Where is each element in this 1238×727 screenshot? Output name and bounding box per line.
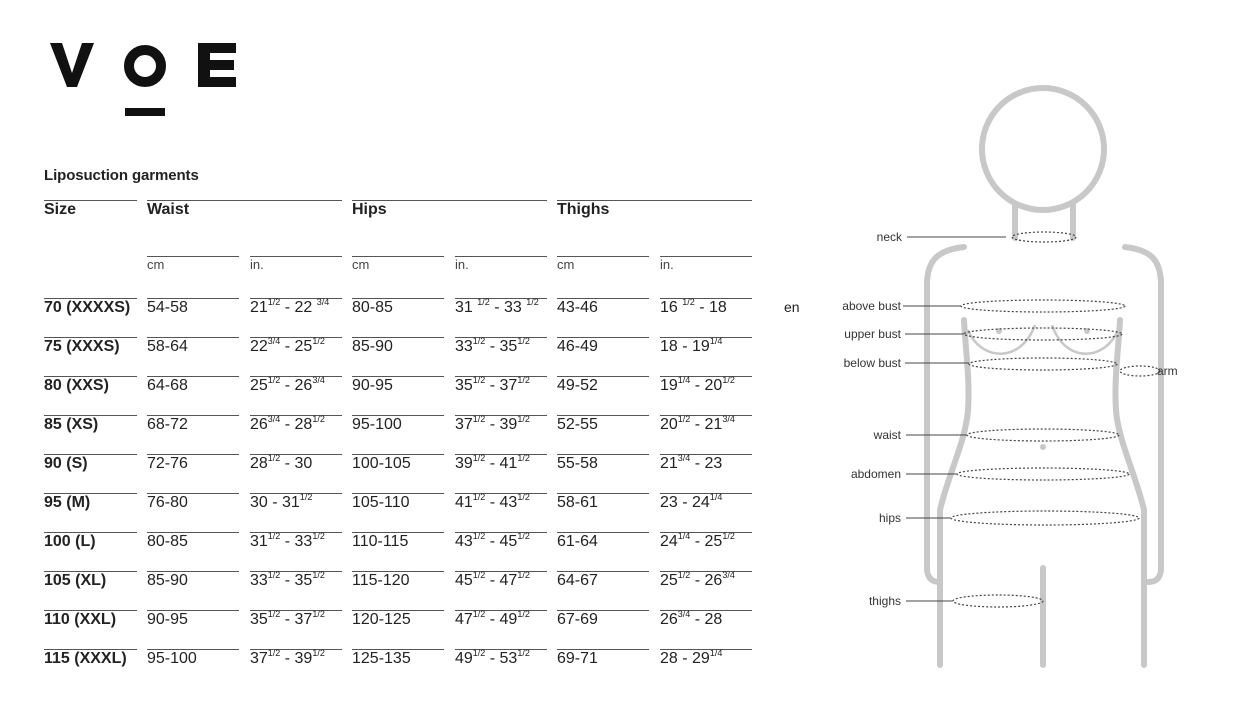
waist-in-cell bbox=[250, 376, 342, 415]
table-row bbox=[44, 454, 752, 493]
hips-cm-cell: 95-100 bbox=[352, 415, 444, 454]
value-part: 25 bbox=[250, 377, 268, 394]
fraction-part: 3/4 bbox=[722, 570, 735, 580]
section-title: Liposuction garments bbox=[44, 167, 199, 184]
value-part: 20 bbox=[660, 416, 678, 433]
fraction-part: 1/2 bbox=[267, 297, 281, 307]
waist-in-cell bbox=[250, 571, 342, 610]
thighs-cm-cell: 49-52 bbox=[557, 376, 649, 415]
size-header: Size bbox=[44, 200, 137, 256]
value-part: - 30 bbox=[280, 455, 313, 472]
logo-letter-o bbox=[129, 50, 161, 82]
label-below-bust: below bust bbox=[843, 356, 901, 370]
hips-cm-cell: 120-125 bbox=[352, 610, 444, 649]
value-part: - 20 bbox=[690, 377, 723, 394]
table-row bbox=[44, 571, 752, 610]
thighs-in-cell bbox=[660, 649, 752, 688]
value-part: 28 - 29 bbox=[660, 650, 710, 667]
size-cell: 80 (XXS) bbox=[44, 376, 137, 415]
fraction-part: 1/2 bbox=[312, 336, 325, 346]
fraction-part: 1/2 bbox=[517, 609, 530, 619]
thighs-cm-cell: 61-64 bbox=[557, 532, 649, 571]
logo-letter-e bbox=[198, 43, 236, 87]
fraction-part: 1/4 bbox=[677, 531, 691, 541]
thighs-cm-cell: 46-49 bbox=[557, 337, 649, 376]
thighs-cm-cell: 58-61 bbox=[557, 493, 649, 532]
thighs-cm-cell: 55-58 bbox=[557, 454, 649, 493]
waist-in-cell bbox=[250, 610, 342, 649]
thighs-in-cell bbox=[660, 415, 752, 454]
value-part: 16 bbox=[660, 299, 683, 316]
navel-point bbox=[1040, 444, 1046, 450]
fraction-part: 3/4 bbox=[316, 297, 330, 307]
value-part: 37 bbox=[455, 416, 473, 433]
fraction-part: 1/2 bbox=[472, 570, 486, 580]
fraction-part: 1/2 bbox=[299, 492, 313, 502]
fraction-part: 1/2 bbox=[267, 453, 281, 463]
hips-in-cell bbox=[455, 610, 547, 649]
label-above-bust: above bust bbox=[842, 299, 901, 313]
size-chart-table bbox=[44, 200, 752, 688]
value-part: - 25 bbox=[690, 533, 723, 550]
value-part: - 35 bbox=[280, 572, 313, 589]
table-row bbox=[44, 376, 752, 415]
hips-in-cell bbox=[455, 298, 547, 337]
value-part: 25 bbox=[660, 572, 678, 589]
fraction-part: 1/2 bbox=[722, 375, 735, 385]
value-part: - 25 bbox=[280, 338, 313, 355]
waist-cm-cell: 68-72 bbox=[147, 415, 239, 454]
value-part: 37 bbox=[250, 650, 268, 667]
fraction-part: 1/2 bbox=[312, 570, 325, 580]
hips-in-cell bbox=[455, 571, 547, 610]
hips-cm-cell: 80-85 bbox=[352, 298, 444, 337]
table-row bbox=[44, 415, 752, 454]
size-cell: 75 (XXXS) bbox=[44, 337, 137, 376]
waist-cm-cell: 72-76 bbox=[147, 454, 239, 493]
above-bust-measure-loop bbox=[961, 300, 1125, 312]
fraction-part: 1/2 bbox=[312, 414, 325, 424]
fraction-part: 1/2 bbox=[472, 336, 486, 346]
size-cell: 90 (S) bbox=[44, 454, 137, 493]
below-bust-measure-loop bbox=[969, 358, 1117, 370]
value-part: - 47 bbox=[485, 572, 518, 589]
value-part: - 49 bbox=[485, 611, 518, 628]
thighs-in-cell bbox=[660, 493, 752, 532]
size-cell: 85 (XS) bbox=[44, 415, 137, 454]
table-row bbox=[44, 298, 752, 337]
fraction-part: 1/4 bbox=[709, 648, 723, 658]
label-upper-bust: upper bust bbox=[844, 327, 901, 341]
waist-cm-cell: 58-64 bbox=[147, 337, 239, 376]
fraction-part: 1/2 bbox=[517, 375, 530, 385]
thighs-in-cell bbox=[660, 532, 752, 571]
table-row bbox=[44, 649, 752, 688]
thighs-in-cell bbox=[660, 376, 752, 415]
label-hips: hips bbox=[878, 511, 901, 525]
hips-in-cell bbox=[455, 376, 547, 415]
waist-cm-cell: 54-58 bbox=[147, 298, 239, 337]
thighs-header: Thighs bbox=[557, 200, 752, 256]
value-part: 47 bbox=[455, 611, 473, 628]
value-part: - 43 bbox=[485, 494, 518, 511]
hips-cm-cell: 115-120 bbox=[352, 571, 444, 610]
hips-cm-cell: 100-105 bbox=[352, 454, 444, 493]
fraction-part: 1/4 bbox=[709, 336, 723, 346]
head-outline bbox=[982, 88, 1104, 210]
hips-in-cell bbox=[455, 454, 547, 493]
label-abdomen: abdomen bbox=[850, 467, 901, 481]
fraction-part: 1/2 bbox=[472, 453, 486, 463]
fraction-part: 3/4 bbox=[267, 336, 281, 346]
waist-cm-cell: 90-95 bbox=[147, 610, 239, 649]
value-part: - 28 bbox=[690, 611, 723, 628]
size-cell: 110 (XXL) bbox=[44, 610, 137, 649]
value-part: 43 bbox=[455, 533, 473, 550]
hips-cm-cell: 105-110 bbox=[352, 493, 444, 532]
fraction-part: 1/2 bbox=[517, 492, 530, 502]
logo-letter-v bbox=[50, 43, 94, 87]
thighs-cm-cell: 69-71 bbox=[557, 649, 649, 688]
value-part: 45 bbox=[455, 572, 473, 589]
table-row bbox=[44, 493, 752, 532]
waist-in-cell bbox=[250, 337, 342, 376]
fraction-part: 1/2 bbox=[477, 297, 490, 307]
value-part: - 37 bbox=[280, 611, 313, 628]
arm-measure-loop bbox=[1120, 366, 1160, 376]
waist-in-cell bbox=[250, 493, 342, 532]
fraction-part: 1/2 bbox=[517, 648, 530, 658]
unit-row bbox=[44, 256, 752, 298]
waist-in-cell bbox=[250, 649, 342, 688]
value-part: - 26 bbox=[280, 377, 313, 394]
size-cell: 115 (XXXL) bbox=[44, 649, 137, 688]
value-part: 33 bbox=[455, 338, 473, 355]
fraction-part: 1/2 bbox=[267, 570, 281, 580]
fraction-part: 1/2 bbox=[472, 609, 486, 619]
abdomen-measure-loop bbox=[957, 468, 1129, 480]
value-part: - 39 bbox=[280, 650, 313, 667]
table-row bbox=[44, 610, 752, 649]
size-cell: 105 (XL) bbox=[44, 571, 137, 610]
upper-bust-measure-loop bbox=[964, 328, 1122, 340]
value-part: 18 - 19 bbox=[660, 338, 710, 355]
fraction-part: 1/2 bbox=[267, 531, 281, 541]
left-arm bbox=[927, 247, 964, 582]
hips-in-cell bbox=[455, 649, 547, 688]
label-waist: waist bbox=[873, 428, 901, 442]
thighs-in-cell bbox=[660, 610, 752, 649]
waist-cm-cell: 76-80 bbox=[147, 493, 239, 532]
value-part: - 18 bbox=[694, 299, 727, 316]
unit-cm: cm bbox=[557, 256, 649, 298]
fraction-part: 1/2 bbox=[472, 492, 486, 502]
table-row bbox=[44, 532, 752, 571]
fraction-part: 1/2 bbox=[517, 336, 530, 346]
fraction-part: 1/2 bbox=[312, 648, 325, 658]
body-measurement-figure bbox=[830, 80, 1190, 680]
hips-cm-cell: 125-135 bbox=[352, 649, 444, 688]
fraction-part: 3/4 bbox=[267, 414, 281, 424]
unit-in: in. bbox=[660, 256, 752, 298]
fraction-part: 1/2 bbox=[267, 375, 281, 385]
fraction-part: 1/2 bbox=[312, 531, 325, 541]
value-part: - 28 bbox=[280, 416, 313, 433]
waist-in-cell bbox=[250, 415, 342, 454]
unit-cm: cm bbox=[147, 256, 239, 298]
hips-in-cell bbox=[455, 532, 547, 571]
fraction-part: 3/4 bbox=[722, 414, 735, 424]
waist-in-cell bbox=[250, 532, 342, 571]
value-part: 30 - 31 bbox=[250, 494, 300, 511]
fraction-part: 1/4 bbox=[709, 492, 723, 502]
thighs-cm-cell: 52-55 bbox=[557, 415, 649, 454]
thighs-in-cell bbox=[660, 454, 752, 493]
value-part: 19 bbox=[660, 377, 678, 394]
value-part: 22 bbox=[250, 338, 268, 355]
fraction-part: 1/2 bbox=[267, 648, 281, 658]
value-part: - 53 bbox=[485, 650, 518, 667]
value-part: 26 bbox=[660, 611, 678, 628]
group-header-row bbox=[44, 200, 752, 256]
hips-in-cell bbox=[455, 415, 547, 454]
value-part: - 37 bbox=[485, 377, 518, 394]
fraction-part: 1/4 bbox=[677, 375, 691, 385]
table-row bbox=[44, 337, 752, 376]
fraction-part: 1/2 bbox=[267, 609, 281, 619]
thighs-cm-cell: 67-69 bbox=[557, 610, 649, 649]
fraction-part: 1/2 bbox=[312, 609, 325, 619]
fraction-part: 1/2 bbox=[677, 414, 691, 424]
fraction-part: 1/2 bbox=[517, 570, 530, 580]
value-part: - 41 bbox=[485, 455, 518, 472]
value-part: 26 bbox=[250, 416, 268, 433]
value-part: - 23 bbox=[690, 455, 723, 472]
fraction-part: 3/4 bbox=[312, 375, 325, 385]
value-part: 39 bbox=[455, 455, 473, 472]
fraction-part: 1/2 bbox=[526, 297, 539, 307]
torso-left bbox=[940, 320, 969, 665]
waist-in-cell bbox=[250, 298, 342, 337]
thighs-in-cell bbox=[660, 298, 752, 337]
size-cell: 70 (XXXXS) bbox=[44, 298, 137, 337]
hips-in-cell bbox=[455, 337, 547, 376]
waist-measure-loop bbox=[967, 429, 1119, 441]
value-part: - 35 bbox=[485, 338, 518, 355]
fraction-part: 3/4 bbox=[677, 453, 691, 463]
fraction-part: 1/2 bbox=[472, 414, 486, 424]
hips-measure-loop bbox=[951, 511, 1139, 525]
value-part: - 22 bbox=[280, 299, 317, 316]
size-cell: 95 (M) bbox=[44, 493, 137, 532]
value-part: 21 bbox=[660, 455, 678, 472]
fraction-part: 3/4 bbox=[677, 609, 691, 619]
thighs-cm-cell: 64-67 bbox=[557, 571, 649, 610]
value-part: - 33 bbox=[489, 299, 527, 316]
voe-logo bbox=[46, 40, 246, 120]
label-neck: neck bbox=[876, 230, 902, 244]
fraction-part: 1/2 bbox=[677, 570, 691, 580]
value-part: 35 bbox=[250, 611, 268, 628]
value-part: - 26 bbox=[690, 572, 723, 589]
fraction-part: 1/2 bbox=[517, 531, 530, 541]
value-part: 23 - 24 bbox=[660, 494, 710, 511]
label-arm: arm bbox=[1157, 364, 1178, 378]
value-part: - 21 bbox=[690, 416, 723, 433]
value-part: 31 bbox=[250, 533, 268, 550]
thighs-in-cell bbox=[660, 571, 752, 610]
fraction-part: 1/2 bbox=[472, 648, 486, 658]
value-part: - 33 bbox=[280, 533, 313, 550]
hips-header: Hips bbox=[352, 200, 547, 256]
value-part: 28 bbox=[250, 455, 268, 472]
logo-underscore bbox=[125, 108, 165, 116]
fraction-part: 1/2 bbox=[517, 453, 530, 463]
hips-cm-cell: 90-95 bbox=[352, 376, 444, 415]
thigh-measure-loop bbox=[953, 595, 1043, 607]
hips-cm-cell: 85-90 bbox=[352, 337, 444, 376]
hips-in-cell bbox=[455, 493, 547, 532]
waist-cm-cell: 85-90 bbox=[147, 571, 239, 610]
value-part: - 45 bbox=[485, 533, 518, 550]
value-part: 21 bbox=[250, 299, 268, 316]
value-part: 31 bbox=[455, 299, 478, 316]
value-part: 33 bbox=[250, 572, 268, 589]
value-part: 49 bbox=[455, 650, 473, 667]
thighs-in-cell bbox=[660, 337, 752, 376]
value-part: 41 bbox=[455, 494, 473, 511]
thighs-cm-cell: 43-46 bbox=[557, 298, 649, 337]
label-thighs: thighs bbox=[868, 594, 901, 608]
waist-in-cell bbox=[250, 454, 342, 493]
value-part: 24 bbox=[660, 533, 678, 550]
waist-cm-cell: 95-100 bbox=[147, 649, 239, 688]
fraction-part: 1/2 bbox=[682, 297, 695, 307]
waist-cm-cell: 64-68 bbox=[147, 376, 239, 415]
waist-cm-cell: 80-85 bbox=[147, 532, 239, 571]
language-label: en bbox=[784, 299, 800, 315]
waist-header: Waist bbox=[147, 200, 342, 256]
fraction-part: 1/2 bbox=[722, 531, 735, 541]
unit-in: in. bbox=[250, 256, 342, 298]
unit-cm: cm bbox=[352, 256, 444, 298]
neck-measure-loop bbox=[1012, 232, 1076, 242]
value-part: - 39 bbox=[485, 416, 518, 433]
fraction-part: 1/2 bbox=[472, 531, 486, 541]
fraction-part: 1/2 bbox=[517, 414, 530, 424]
fraction-part: 1/2 bbox=[472, 375, 486, 385]
size-cell: 100 (L) bbox=[44, 532, 137, 571]
hips-cm-cell: 110-115 bbox=[352, 532, 444, 571]
value-part: 35 bbox=[455, 377, 473, 394]
unit-in: in. bbox=[455, 256, 547, 298]
